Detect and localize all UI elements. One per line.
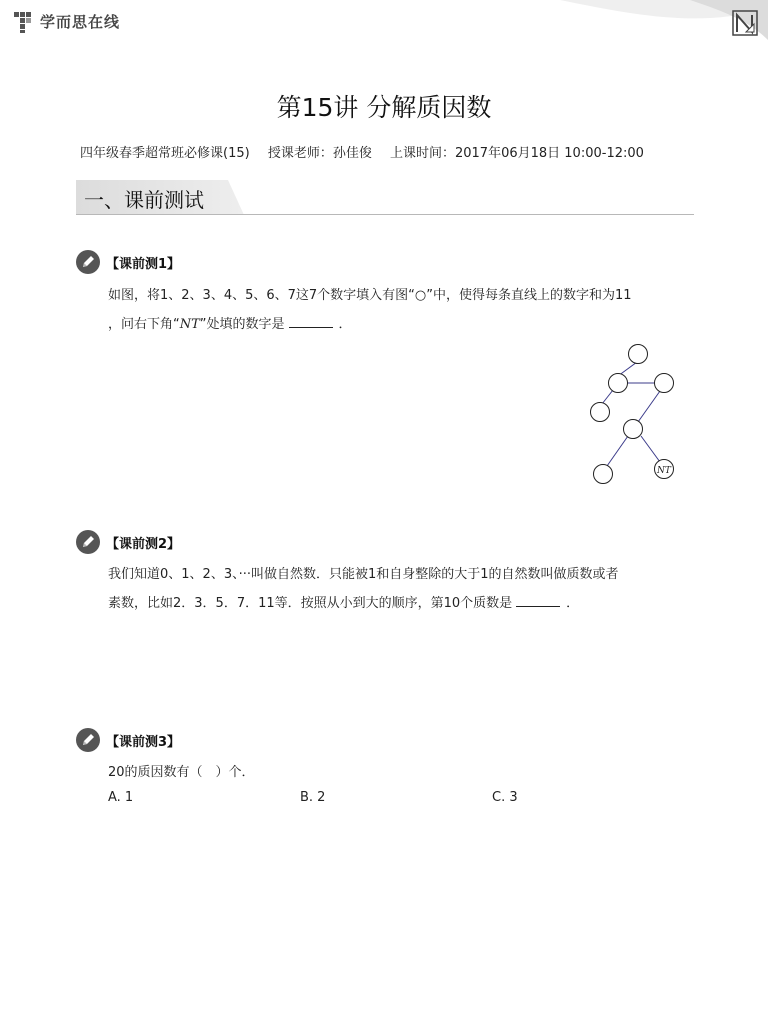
question-2-label: 【课前测2】 — [106, 536, 181, 552]
option-b[interactable]: B. 2 — [300, 790, 326, 805]
corner-brand-icon — [732, 10, 758, 36]
brand-name: 学而思在线 — [40, 12, 121, 31]
page-header — [0, 0, 768, 46]
option-c[interactable]: C. 3 — [492, 790, 518, 805]
question-3-header — [76, 728, 180, 752]
pencil-badge-icon — [76, 250, 100, 274]
question-2-text — [108, 560, 698, 618]
diagram-node — [629, 345, 648, 364]
section-divider — [76, 214, 694, 215]
question-1-line-2: ，问右下角“NT”处填的数字是 ． — [108, 310, 698, 339]
section-title: 一、课前测试 — [84, 188, 204, 212]
question-2-line-2: 素数，比如2．3．5．7．11等．按照从小到大的顺序，第10个质数是 ． — [108, 589, 698, 618]
option-a[interactable]: A. 1 — [108, 790, 134, 805]
brand-logo-icon — [14, 8, 36, 34]
question-2-header — [76, 530, 180, 554]
question-1-header — [76, 250, 180, 274]
lesson-title: 第15讲 分解质因数 — [276, 93, 492, 122]
question-3-label: 【课前测3】 — [106, 734, 181, 750]
brand-logo — [14, 8, 120, 34]
teacher-name: 授课老师：孙佳俊 — [267, 146, 372, 161]
question-3-text — [108, 758, 698, 787]
diagram-node — [624, 420, 643, 439]
question-1-text — [108, 281, 698, 339]
pencil-badge-icon — [76, 728, 100, 752]
class-time: 上课时间：2017年06月18日 10:00-12:00 — [389, 146, 644, 161]
number-placement-diagram — [580, 338, 690, 493]
question-1-label: 【课前测1】 — [106, 256, 181, 272]
answer-blank-1[interactable] — [289, 314, 333, 328]
question-3-line-1: 20的质因数有（ ）个． — [108, 765, 255, 780]
question-1-line-1: 如图，将1、2、3、4、5、6、7这7个数字填入有图“○”中，使得每条直线上的数字和为11 — [108, 288, 632, 303]
course-name: 四年级春季超常班必修课(15) — [80, 146, 250, 161]
diagram-node — [594, 465, 613, 484]
course-info — [80, 142, 700, 161]
diagram-node — [591, 403, 610, 422]
question-2-line-1: 我们知道0、1、2、3、···叫做自然数．只能被1和自身整除的大于1的自然数叫做质数或者 — [108, 567, 619, 582]
answer-blank-2[interactable] — [516, 593, 560, 607]
nt-symbol: NT — [179, 317, 200, 332]
diagram-node — [655, 374, 674, 393]
diagram-node — [609, 374, 628, 393]
pencil-badge-icon — [76, 530, 100, 554]
diagram-nt-label: NT — [657, 466, 671, 476]
